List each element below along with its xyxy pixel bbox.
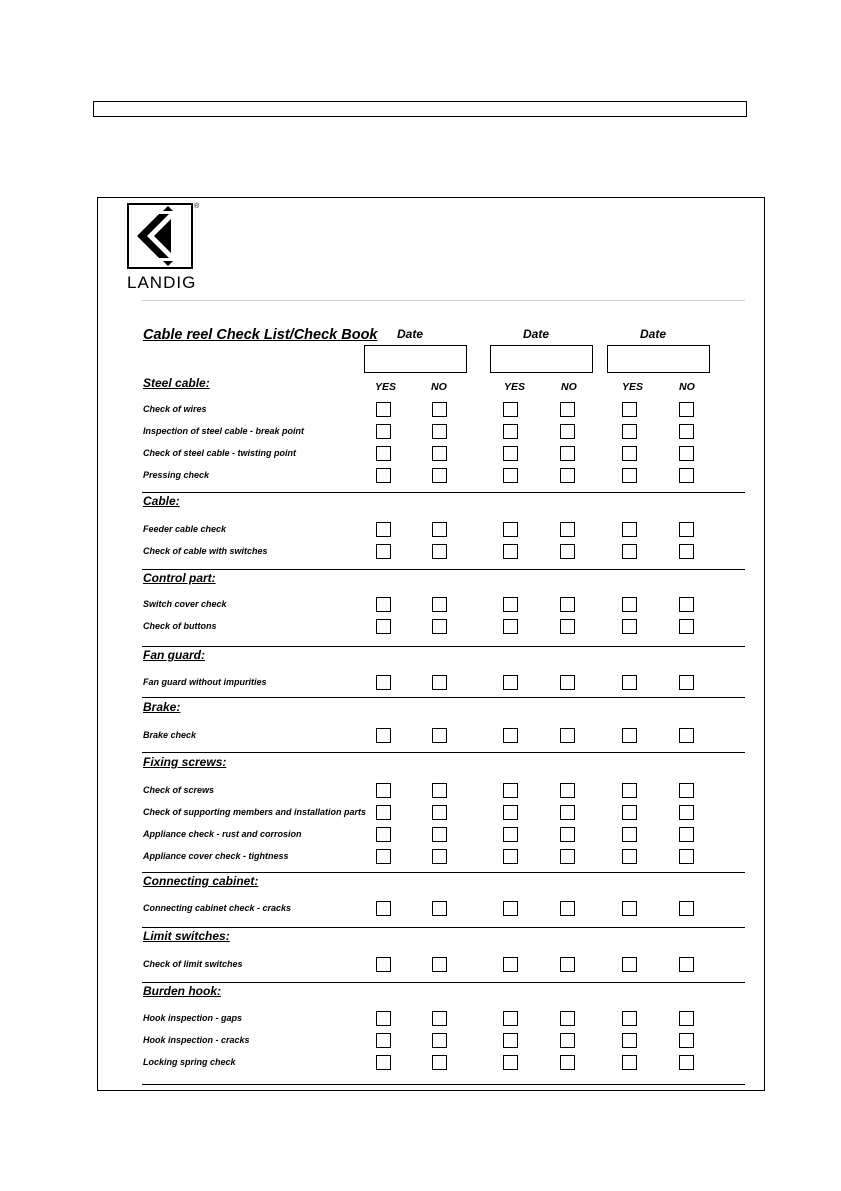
no-checkbox[interactable] [432, 597, 447, 612]
yes-checkbox[interactable] [503, 597, 518, 612]
yes-checkbox[interactable] [376, 597, 391, 612]
yes-checkbox[interactable] [622, 827, 637, 842]
yes-checkbox[interactable] [622, 783, 637, 798]
no-checkbox[interactable] [560, 544, 575, 559]
no-checkbox[interactable] [560, 827, 575, 842]
section-divider [142, 872, 745, 873]
yes-checkbox[interactable] [622, 468, 637, 483]
yes-checkbox[interactable] [376, 849, 391, 864]
yes-checkbox[interactable] [503, 1055, 518, 1070]
no-checkbox[interactable] [560, 522, 575, 537]
no-checkbox[interactable] [432, 544, 447, 559]
section-title: Fixing screws: [143, 755, 227, 769]
yes-checkbox[interactable] [622, 446, 637, 461]
yes-checkbox[interactable] [503, 849, 518, 864]
yes-checkbox[interactable] [622, 544, 637, 559]
section-title: Brake: [143, 700, 181, 714]
no-checkbox[interactable] [560, 675, 575, 690]
no-checkbox[interactable] [679, 957, 694, 972]
registered-mark: ® [194, 203, 200, 210]
yes-checkbox[interactable] [376, 1033, 391, 1048]
no-checkbox[interactable] [560, 468, 575, 483]
section-divider [142, 927, 745, 928]
section-divider [142, 752, 745, 753]
no-column-label: NO [431, 381, 447, 393]
yes-checkbox[interactable] [503, 805, 518, 820]
no-checkbox[interactable] [560, 783, 575, 798]
no-checkbox[interactable] [432, 446, 447, 461]
no-checkbox[interactable] [560, 446, 575, 461]
no-checkbox[interactable] [679, 901, 694, 916]
yes-checkbox[interactable] [503, 544, 518, 559]
yes-column-label: YES [504, 381, 526, 393]
date-label-2: Date [523, 327, 550, 341]
section-divider [142, 492, 745, 493]
yes-checkbox[interactable] [503, 446, 518, 461]
no-checkbox[interactable] [432, 619, 447, 634]
checklist-item-label: Hook inspection - cracks [143, 1035, 250, 1045]
no-checkbox[interactable] [432, 468, 447, 483]
checklist-item-label: Check of steel cable - twisting point [143, 448, 297, 458]
no-checkbox[interactable] [432, 1033, 447, 1048]
yes-checkbox[interactable] [622, 522, 637, 537]
yes-checkbox[interactable] [503, 957, 518, 972]
date-field-3[interactable] [607, 345, 710, 373]
no-checkbox[interactable] [432, 424, 447, 439]
checklist-item-label: Connecting cabinet check - cracks [143, 903, 292, 913]
yes-checkbox[interactable] [503, 402, 518, 417]
yes-checkbox[interactable] [503, 783, 518, 798]
section-title: Limit switches: [143, 929, 230, 943]
yes-checkbox[interactable] [376, 957, 391, 972]
date-label-3: Date [640, 327, 667, 341]
yes-checkbox[interactable] [503, 1033, 518, 1048]
yes-checkbox[interactable] [376, 827, 391, 842]
yes-checkbox[interactable] [503, 468, 518, 483]
no-checkbox[interactable] [560, 424, 575, 439]
yes-checkbox[interactable] [622, 728, 637, 743]
chevron-logo-icon [129, 205, 191, 267]
yes-checkbox[interactable] [622, 597, 637, 612]
no-checkbox[interactable] [432, 783, 447, 798]
no-checkbox[interactable] [432, 805, 447, 820]
yes-checkbox[interactable] [376, 446, 391, 461]
no-checkbox[interactable] [560, 849, 575, 864]
yes-checkbox[interactable] [376, 424, 391, 439]
brand-name: LANDIG [127, 273, 197, 292]
section-divider [142, 569, 745, 570]
no-checkbox[interactable] [679, 468, 694, 483]
no-checkbox[interactable] [560, 728, 575, 743]
yes-column-label: YES [622, 381, 644, 393]
section-title: Connecting cabinet: [143, 874, 259, 888]
no-column-label: NO [679, 381, 695, 393]
yes-checkbox[interactable] [376, 1055, 391, 1070]
no-checkbox[interactable] [679, 675, 694, 690]
checklist-item-label: Check of supporting members and installation parts [143, 807, 367, 817]
no-checkbox[interactable] [679, 1055, 694, 1070]
checklist-item-label: Check of cable with switches [143, 546, 268, 556]
yes-checkbox[interactable] [376, 675, 391, 690]
no-checkbox[interactable] [679, 619, 694, 634]
no-checkbox[interactable] [432, 849, 447, 864]
section-title: Burden hook: [143, 984, 221, 998]
yes-checkbox[interactable] [622, 1011, 637, 1026]
date-field-1[interactable] [364, 345, 467, 373]
yes-checkbox[interactable] [376, 1011, 391, 1026]
no-checkbox[interactable] [679, 783, 694, 798]
yes-checkbox[interactable] [622, 1055, 637, 1070]
no-checkbox[interactable] [679, 597, 694, 612]
no-checkbox[interactable] [432, 402, 447, 417]
yes-checkbox[interactable] [376, 901, 391, 916]
yes-checkbox[interactable] [622, 901, 637, 916]
section-divider [142, 1084, 745, 1085]
no-column-label: NO [561, 381, 577, 393]
no-checkbox[interactable] [432, 728, 447, 743]
checklist-item-label: Check of screws [143, 785, 215, 795]
no-checkbox[interactable] [432, 827, 447, 842]
no-checkbox[interactable] [432, 522, 447, 537]
no-checkbox[interactable] [679, 1033, 694, 1048]
no-checkbox[interactable] [679, 402, 694, 417]
section-title: Fan guard: [143, 648, 205, 662]
no-checkbox[interactable] [560, 597, 575, 612]
checklist-item-label: Check of limit switches [143, 959, 243, 969]
no-checkbox[interactable] [432, 901, 447, 916]
yes-checkbox[interactable] [622, 849, 637, 864]
landig-logo [127, 203, 199, 293]
yes-checkbox[interactable] [622, 1033, 637, 1048]
yes-checkbox[interactable] [503, 522, 518, 537]
no-checkbox[interactable] [679, 728, 694, 743]
yes-checkbox[interactable] [503, 728, 518, 743]
yes-checkbox[interactable] [622, 619, 637, 634]
no-checkbox[interactable] [432, 1055, 447, 1070]
no-checkbox[interactable] [432, 675, 447, 690]
yes-checkbox[interactable] [622, 424, 637, 439]
checklist-item-label: Locking spring check [143, 1057, 236, 1067]
section-divider [142, 982, 745, 983]
logo-emblem [127, 203, 193, 269]
yes-checkbox[interactable] [376, 728, 391, 743]
section-divider [142, 646, 745, 647]
yes-checkbox[interactable] [503, 901, 518, 916]
checklist-item-label: Fan guard without impurities [143, 677, 267, 687]
yes-checkbox[interactable] [622, 402, 637, 417]
no-checkbox[interactable] [679, 805, 694, 820]
yes-checkbox[interactable] [503, 619, 518, 634]
yes-checkbox[interactable] [503, 827, 518, 842]
yes-checkbox[interactable] [376, 544, 391, 559]
checklist-item-label: Appliance check - rust and corrosion [143, 829, 302, 839]
yes-column-label: YES [375, 381, 397, 393]
no-checkbox[interactable] [679, 1011, 694, 1026]
no-checkbox[interactable] [560, 1011, 575, 1026]
form-title: Cable reel Check List/Check Book [143, 327, 378, 343]
no-checkbox[interactable] [679, 849, 694, 864]
yes-checkbox[interactable] [376, 783, 391, 798]
no-checkbox[interactable] [560, 402, 575, 417]
section-title: Steel cable: [143, 376, 210, 390]
yes-checkbox[interactable] [503, 1011, 518, 1026]
checklist-item-label: Appliance cover check - tightness [143, 851, 289, 861]
no-checkbox[interactable] [560, 901, 575, 916]
top-header-bar [93, 101, 747, 117]
checklist-item-label: Feeder cable check [143, 524, 227, 534]
checklist-item-label: Inspection of steel cable - break point [143, 426, 305, 436]
yes-checkbox[interactable] [503, 424, 518, 439]
section-title: Control part: [143, 571, 216, 585]
no-checkbox[interactable] [560, 805, 575, 820]
yes-checkbox[interactable] [376, 619, 391, 634]
no-checkbox[interactable] [560, 1033, 575, 1048]
no-checkbox[interactable] [679, 827, 694, 842]
checklist-item-label: Hook inspection - gaps [143, 1013, 243, 1023]
no-checkbox[interactable] [679, 544, 694, 559]
yes-checkbox[interactable] [622, 957, 637, 972]
no-checkbox[interactable] [560, 957, 575, 972]
no-checkbox[interactable] [560, 619, 575, 634]
no-checkbox[interactable] [560, 1055, 575, 1070]
checklist-item-label: Switch cover check [143, 599, 227, 609]
checklist-item-label: Pressing check [143, 470, 210, 480]
yes-checkbox[interactable] [376, 805, 391, 820]
yes-checkbox[interactable] [622, 805, 637, 820]
no-checkbox[interactable] [679, 446, 694, 461]
no-checkbox[interactable] [679, 522, 694, 537]
no-checkbox[interactable] [432, 1011, 447, 1026]
header-divider [142, 300, 745, 301]
yes-checkbox[interactable] [376, 468, 391, 483]
yes-checkbox[interactable] [622, 675, 637, 690]
yes-checkbox[interactable] [376, 402, 391, 417]
date-label-1: Date [397, 327, 424, 341]
section-divider [142, 697, 745, 698]
section-title: Cable: [143, 494, 180, 508]
no-checkbox[interactable] [432, 957, 447, 972]
yes-checkbox[interactable] [376, 522, 391, 537]
yes-checkbox[interactable] [503, 675, 518, 690]
no-checkbox[interactable] [679, 424, 694, 439]
checklist-item-label: Check of wires [143, 404, 207, 414]
date-field-2[interactable] [490, 345, 593, 373]
checklist-item-label: Brake check [143, 730, 197, 740]
checklist-item-label: Check of buttons [143, 621, 217, 631]
